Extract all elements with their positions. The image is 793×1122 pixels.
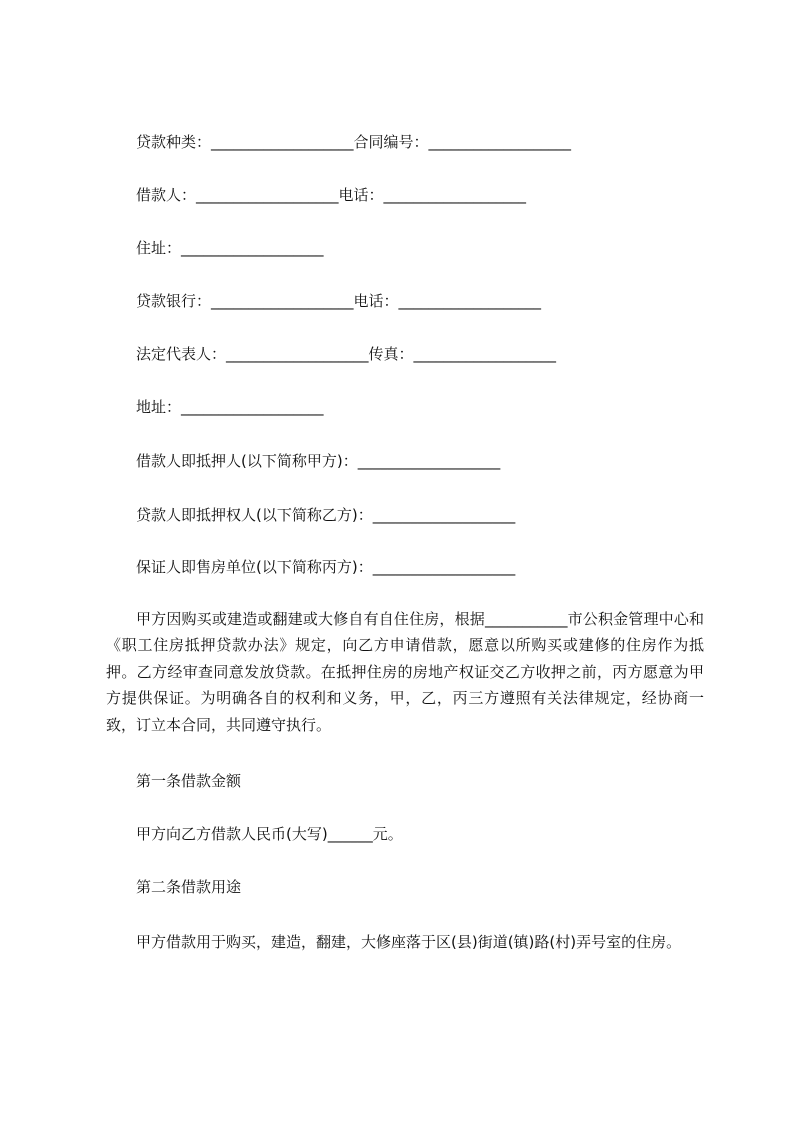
article-2-body: 甲方借款用于购买，建造，翻建，大修座落于区(县)街道(镇)路(村)弄号室的住房。 bbox=[136, 933, 682, 951]
form-field-party-a: 借款人即抵押人(以下简称甲方)：___________________ bbox=[136, 452, 501, 470]
form-field-borrower-address: 住址：___________________ bbox=[136, 239, 324, 257]
intro-paragraph: 甲方因购买或建造或翻建或大修自有自住住房，根据___________市公积金管理中心和《职工住房抵押贷款办法》规定，向乙方申请借款，愿意以所购买或建修的住房作为抵押。乙方经审查同意发放贷款。在抵押住房的房地产权证交乙方收押之前，丙方愿意为甲方提供保证。为明确各自的权利和义务，甲，乙，丙三方遵照有关法律规定，经协商一致，订立本合同，共同遵守执行。 bbox=[106, 610, 704, 734]
article-1-heading: 第一条借款金额 bbox=[136, 772, 242, 790]
form-field-borrower-phone: 借款人：___________________电话：___________________ bbox=[136, 186, 527, 204]
form-field-party-c: 保证人即售房单位(以下简称丙方)：___________________ bbox=[136, 558, 516, 576]
form-field-bank-address: 地址：___________________ bbox=[136, 398, 324, 416]
form-field-loan-type-contract-no: 贷款种类：___________________合同编号：___________________ bbox=[136, 133, 572, 151]
form-field-lending-bank-phone: 贷款银行：___________________电话：___________________ bbox=[136, 292, 542, 310]
article-1-body: 甲方向乙方借款人民币(大写)______元。 bbox=[136, 825, 403, 843]
form-field-legal-rep-fax: 法定代表人：___________________传真：___________________ bbox=[136, 345, 557, 363]
article-2-heading: 第二条借款用途 bbox=[136, 878, 242, 896]
form-field-party-b: 贷款人即抵押权人(以下简称乙方)：___________________ bbox=[136, 506, 516, 524]
